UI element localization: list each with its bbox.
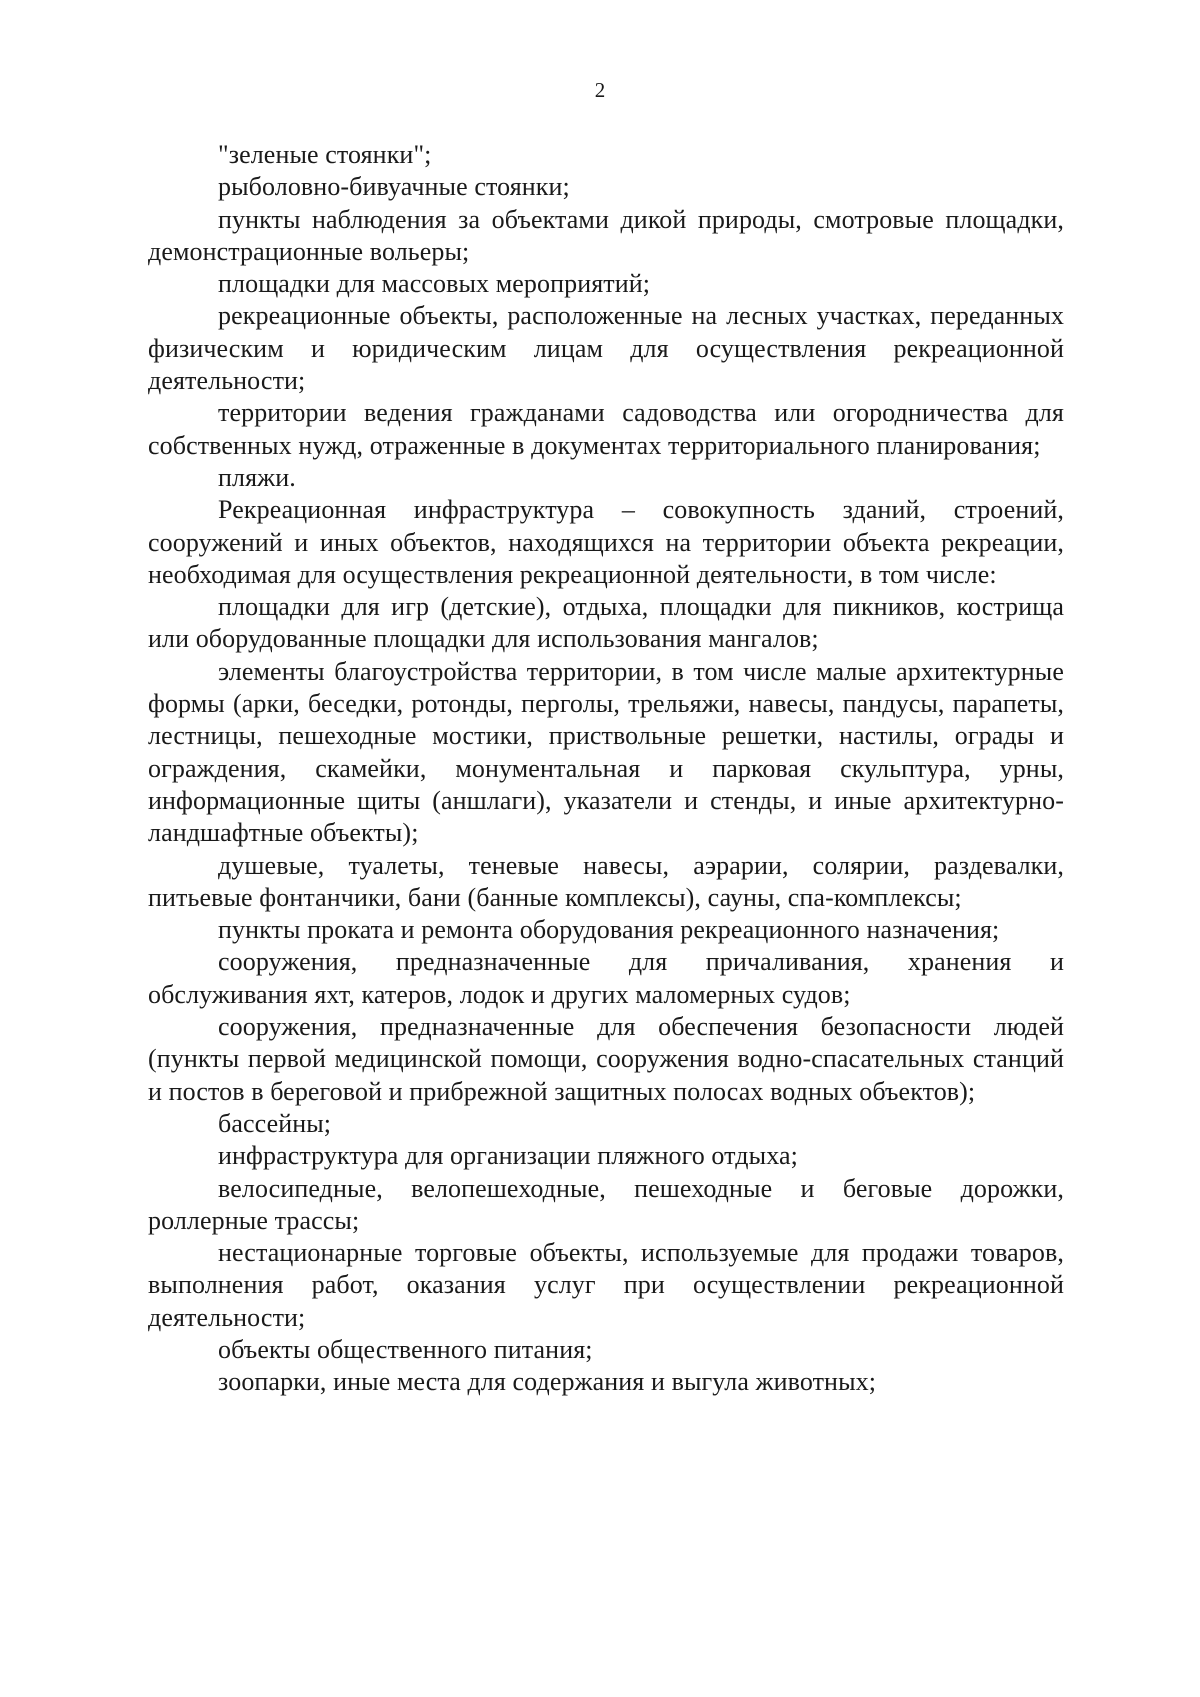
paragraph: душевые, туалеты, теневые навесы, аэрарии, солярии, раздевалки, питьевые фонтанчики, бани (банные комплексы), сауны, спа-комплексы;: [148, 850, 1064, 912]
paragraph: пляжи.: [218, 462, 296, 492]
paragraph: бассейны;: [218, 1108, 332, 1138]
paragraph: объекты общественного питания;: [218, 1334, 593, 1364]
paragraph: рыболовно-бивуачные стоянки;: [218, 172, 570, 202]
paragraph: зоопарки, иные места для содержания и выгула животных;: [218, 1367, 877, 1397]
paragraph: "зеленые стоянки";: [218, 140, 432, 169]
paragraph: пункты наблюдения за объектами дикой природы, смотровые площадки, демонстрационные вольеры;: [148, 204, 1064, 266]
paragraph: территории ведения гражданами садоводства или огородничества для собственных нужд, отраженные в документах территориального планирования;: [148, 398, 1064, 460]
paragraph: Рекреационная инфраструктура – совокупность зданий, строений, сооружений и иных объектов, находящихся на территории объекта рекреации, необходимая для осуществления рекреационной деятельности, в том числе:: [148, 495, 1064, 589]
document-body: [148, 139, 1064, 1399]
paragraph: сооружения, предназначенные для обеспечения безопасности людей (пункты первой медицинской помощи, сооружения водно-спасательных станций и постов в береговой и прибрежной защитных полосах водных объектов);: [148, 1012, 1064, 1106]
paragraph: рекреационные объекты, расположенные на лесных участках, переданных физическим и юридическим лицам для осуществления рекреационной деятельности;: [148, 301, 1064, 396]
paragraph: нестационарные торговые объекты, используемые для продажи товаров, выполнения работ, оказания услуг при осуществлении рекреационной деятельности;: [148, 1238, 1064, 1332]
paragraph: элементы благоустройства территории, в том числе малые архитектурные формы (арки, беседки, ротонды, перголы, трельяжи, навесы, пандусы, парапеты, лестницы, пешеходные мостики, приствольные решетки, настилы, ограды и ограждения, скамейки, монументальная и парковая скульптура, урны, информационные щиты (аншлаги), указатели и стенды, и иные архитектурно-ландшафтные объекты);: [148, 656, 1064, 848]
paragraph: инфраструктура для организации пляжного отдыха;: [218, 1141, 798, 1171]
paragraph: площадки для игр (детские), отдыха, площадки для пикников, кострища или оборудованные площадки для использования мангалов;: [148, 592, 1064, 654]
paragraph: пункты проката и ремонта оборудования рекреационного назначения;: [218, 915, 1000, 945]
page-number: 2: [594, 78, 606, 102]
paragraph: площадки для массовых мероприятий;: [218, 269, 651, 299]
paragraph: сооружения, предназначенные для причаливания, хранения и обслуживания яхт, катеров, лодок и других маломерных судов;: [148, 947, 1064, 1009]
paragraph: велосипедные, велопешеходные, пешеходные и беговые дорожки, роллерные трассы;: [148, 1173, 1064, 1235]
